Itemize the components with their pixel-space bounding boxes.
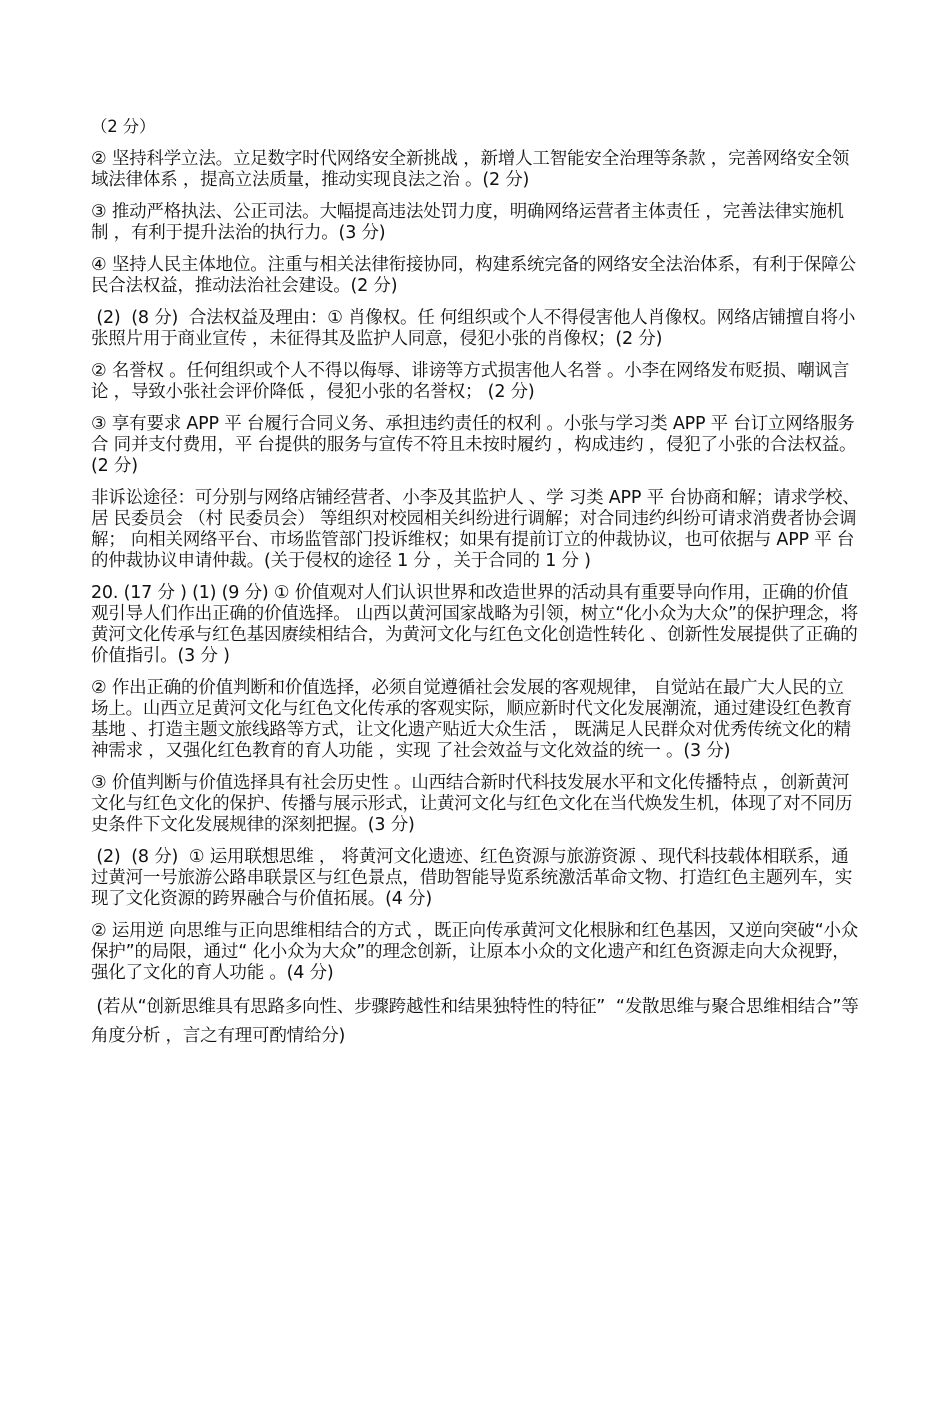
score-note: （2 分） (91, 117, 156, 136)
answer-paragraph-value-judgment: ② 作出正确的价值判断和价值选择，必须自觉遵循社会发展的客观规律， 自觉站在最广大人民的立场上。山西立足黄河文化与红色文化传承的客观实际，顺应新时代文化发展潮流，通过建设红色教育基地 、打造主题文旅线路等方式，让文化遗产贴近大众生活 ， 既满足人民群众对优秀传统文化的精神需求 ，又强化红色教育的育人功能 ，实现 了社会效益与文化效益的统一 。(3 分) (91, 678, 853, 761)
answer-paragraph-reputation-right: ② 名誉权 。任何组织或个人不得以侮辱、诽谤等方式损害他人名誉 。小李在网络发布贬损、嘲讽言论 ，导致小张社会评价降低 ，侵犯小张的名誉权； (2 分) (91, 361, 850, 402)
answer-paragraph-people: ④ 坚持人民主体地位。注重与相关法律衔接协同，构建系统完备的网络安全法治体系，有利于保障公民合法权益，推动法治社会建设。(2 分) (91, 255, 856, 296)
answer-paragraph-legislation: ② 坚持科学立法。立足数字时代网络安全新挑战 ，新增人工智能安全治理等条款 ，完善网络安全领域法律体系 ，提高立法质量，推动实现良法之治 。(2 分) (91, 149, 850, 190)
answer-paragraph-contract-right: ③ 享有要求 APP 平 台履行合同义务、承担违约责任的权利 。小张与学习类 APP 平 台订立网络服务合 同并支付费用，平 台提供的服务与宣传不符且未按时履约 ，构成违约 ，侵犯了小张的合法权益。(2 分) (91, 414, 857, 476)
answer-document (91, 116, 861, 1062)
scoring-note: (若从“创新思维具有思路多向性、步骤跨越性和结果独特性的特征” “发散思维与聚合思维相结合”等角度分析 ，言之有理可酌情给分) (91, 997, 859, 1046)
answer-paragraph-portrait-right: (2) (8 分) 合法权益及理由：① 肖像权。任 何组织或个人不得侵害他人肖像权。网络店铺擅自将小张照片用于商业宣传 ，未征得其及监护人同意，侵犯小张的肖像权；(2 分) (91, 308, 856, 349)
answer-paragraph-q20-values: 20. (17 分 ) (1) (9 分) ① 价值观对人们认识世界和改造世界的活动具有重要导向作用，正确的价值观引导人们作出正确的价值选择。 山西以黄河国家战略为引领，树立“化小众为大众”的保护理念，将黄河文化传承与红色基因赓续相结合，为黄河文化与红色文化创造性转化 、创新性发展提供了正确的价值指引。(3 分 ) (91, 583, 858, 666)
answer-paragraph-reverse-thinking: ② 运用逆 向思维与正向思维相结合的方式 ，既正向传承黄河文化根脉和红色基因，又逆向突破“小众保护”的局限，通过“ 化小众为大众”的理念创新，让原本小众的文化遗产和红色资源走向大众视野，强化了文化的育人功能 。(4 分) (91, 921, 859, 983)
answer-paragraph-non-litigation: 非诉讼途径：可分别与网络店铺经营者、小李及其监护人 、学 习类 APP 平 台协商和解；请求学校、居 民委员会 （村 民委员会） 等组织对校园相关纠纷进行调解；对合同违约纠纷可请求消费者协会调解； 向相关网络平台、市场监管部门投诉维权；如果有提前订立的仲裁协议，也可依据与 APP 平 台的仲裁协议申请仲裁。(关于侵权的途径 1 分 ，关于合同的 1 分 ) (91, 488, 860, 571)
answer-paragraph-enforcement: ③ 推动严格执法、公正司法。大幅提高违法处罚力度，明确网络运营者主体责任 ，完善法律实施机制 ，有利于提升法治的执行力。(3 分) (91, 202, 844, 243)
answer-paragraph-associative-thinking: (2) (8 分) ① 运用联想思维 ， 将黄河文化遗迹、红色资源与旅游资源 、现代科技载体相联系，通过黄河一号旅游公路串联景区与红色景点，借助智能导览系统激活革命文物、打造红色主题列车，实现了文化资源的跨界融合与价值拓展。(4 分) (91, 847, 853, 909)
answer-paragraph-social-history: ③ 价值判断与价值选择具有社会历史性 。山西结合新时代科技发展水平和文化传播特点 ，创新黄河文化与红色文化的保护、传播与展示形式，让黄河文化与红色文化在当代焕发生机，体现了对不同历史条件下文化发展规律的深刻把握。(3 分) (91, 773, 853, 835)
